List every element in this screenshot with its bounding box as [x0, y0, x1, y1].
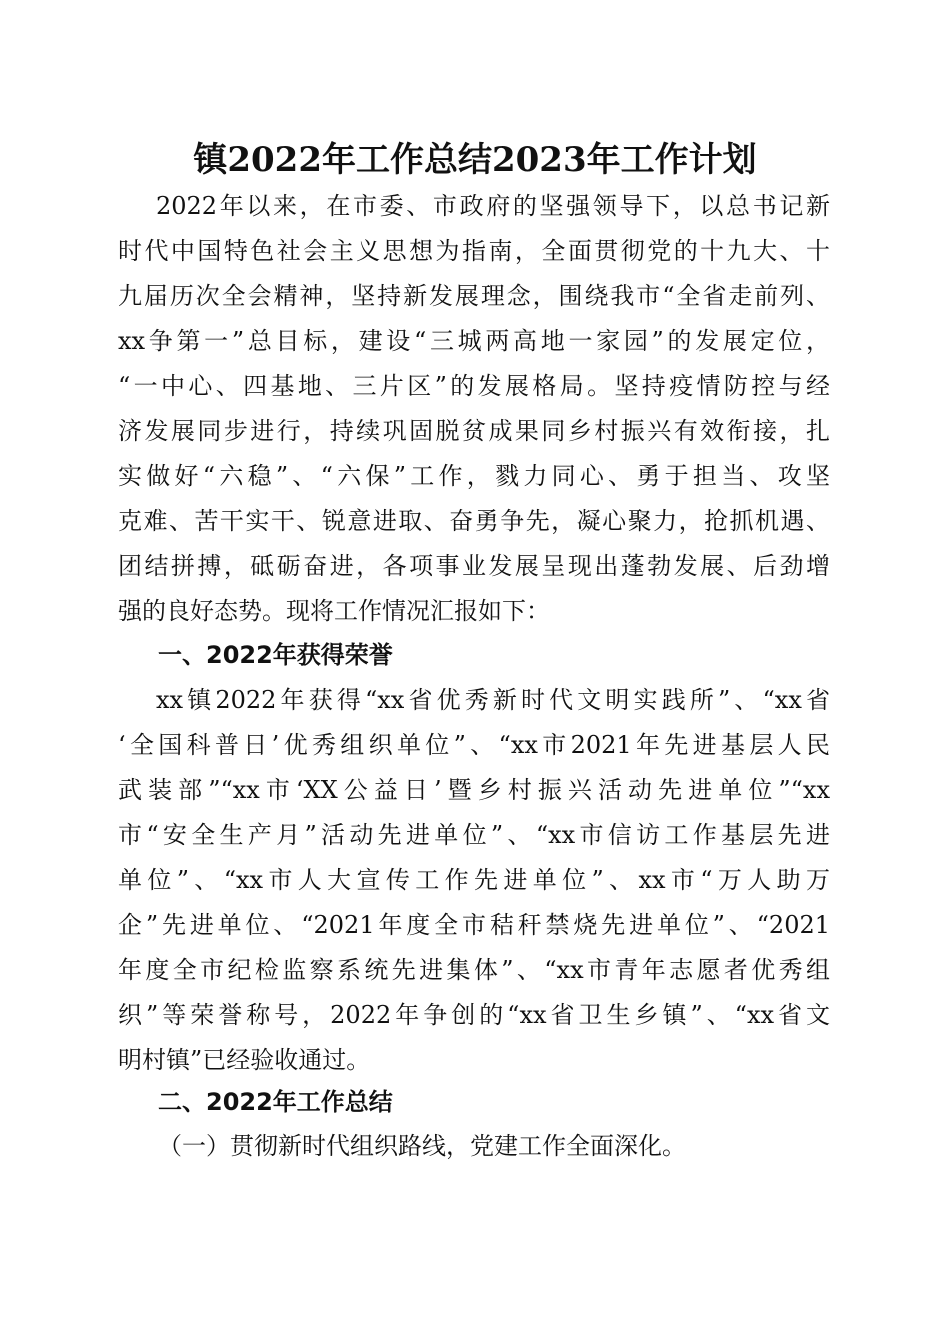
- intro-paragraph: [118, 184, 830, 634]
- paragraph-line: 企”先进单位、“2021年度全市秸秆禁烧先进单位”、“2021: [118, 911, 830, 939]
- paragraph-line: 时代中国特色社会主义思想为指南，全面贯彻党的十九大、十: [118, 237, 830, 265]
- paragraph-line: 克难、苦干实干、锐意进取、奋勇争先，凝心聚力，抢抓机遇、: [118, 507, 830, 535]
- paragraph-line: 织”等荣誉称号，2022年争创的“xx省卫生乡镇”、“xx省文: [118, 1001, 830, 1029]
- paragraph-line: 单位”、“xx市人大宣传工作先进单位”、xx市“万人助万: [118, 866, 830, 894]
- section-heading-summary: 二、2022年工作总结: [158, 1088, 393, 1116]
- document-title: 镇2022年工作总结2023年工作计划: [193, 140, 757, 180]
- paragraph-line: 2022年以来，在市委、市政府的坚强领导下，以总书记新: [156, 192, 830, 220]
- subsection-heading: （一）贯彻新时代组织路线，党建工作全面深化。: [158, 1132, 686, 1160]
- paragraph-line: 武装部”“xx市‘XX公益日’暨乡村振兴活动先进单位”“xx: [118, 776, 830, 804]
- paragraph-line: 年度全市纪检监察系统先进集体”、“xx市青年志愿者优秀组: [118, 956, 830, 984]
- paragraph-line: “一中心、四基地、三片区”的发展格局。坚持疫情防控与经: [118, 372, 830, 400]
- paragraph-line: ‘全国科普日’优秀组织单位”、“xx市2021年先进基层人民: [118, 731, 830, 759]
- paragraph-line: 九届历次全会精神，坚持新发展理念，围绕我市“全省走前列、: [118, 282, 830, 310]
- honors-paragraph: [118, 678, 830, 1083]
- paragraph-line: 实做好“六稳”、“六保”工作，戮力同心、勇于担当、攻坚: [118, 462, 830, 490]
- paragraph-line: 强的良好态势。现将工作情况汇报如下：: [118, 597, 550, 625]
- paragraph-line: xx镇2022年获得“xx省优秀新时代文明实践所”、“xx省: [156, 686, 830, 714]
- paragraph-line: 明村镇”已经验收通过。: [118, 1046, 371, 1074]
- paragraph-line: 济发展同步进行，持续巩固脱贫成果同乡村振兴有效衔接，扎: [118, 417, 830, 445]
- section-heading-honors: 一、2022年获得荣誉: [158, 641, 393, 669]
- paragraph-line: 团结拼搏，砥砺奋进，各项事业发展呈现出蓬勃发展、后劲增: [118, 552, 830, 580]
- paragraph-line: 市“安全生产月”活动先进单位”、“xx市信访工作基层先进: [118, 821, 830, 849]
- paragraph-line: xx争第一”总目标，建设“三城两高地一家园”的发展定位，: [118, 327, 830, 355]
